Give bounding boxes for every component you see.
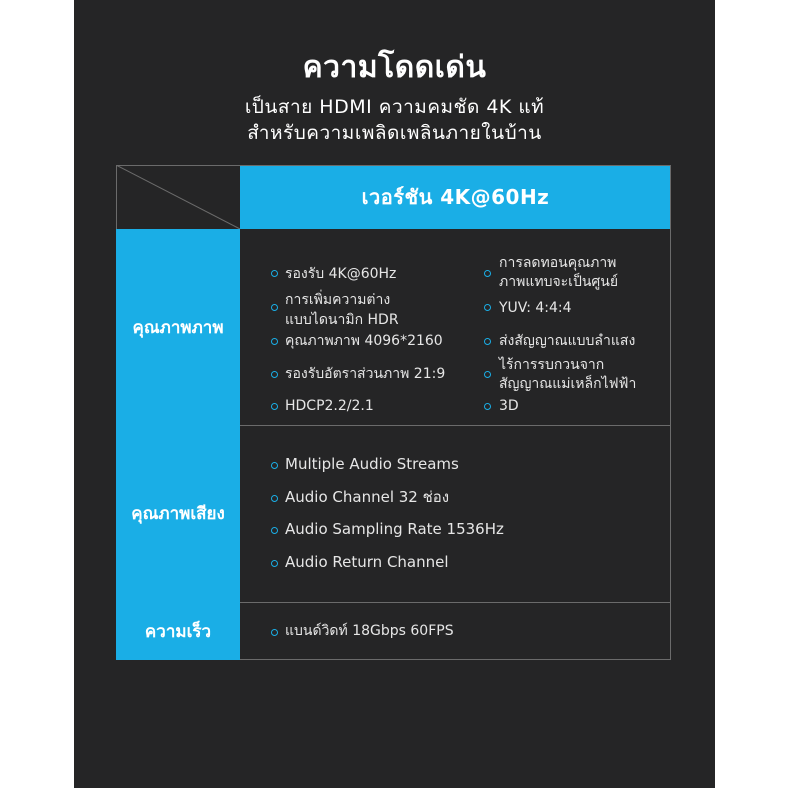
section-label-image: คุณภาพภาพ xyxy=(116,229,240,425)
bullet-icon xyxy=(271,270,278,277)
version-header: เวอร์ชัน 4K@60Hz xyxy=(240,165,671,229)
spec-table xyxy=(116,165,671,660)
bullet-icon xyxy=(271,527,278,534)
bullet-icon xyxy=(484,338,491,345)
audio-item-4: Audio Return Channel xyxy=(285,553,449,571)
audio-item-2: Audio Channel 32 ช่อง xyxy=(285,488,450,506)
section-label-speed: ความเร็ว xyxy=(116,602,240,660)
audio-item-3: Audio Sampling Rate 1536Hz xyxy=(285,520,504,538)
bullet-icon xyxy=(271,371,278,378)
bullet-icon xyxy=(484,304,491,311)
image-item-4: รองรับอัตราส่วนภาพ 21:9 xyxy=(285,366,446,382)
bullet-icon xyxy=(484,403,491,410)
audio-item-1: Multiple Audio Streams xyxy=(285,455,459,473)
bullet-icon xyxy=(271,462,278,469)
image-item-6-line-2: ภาพแทบจะเป็นศูนย์ xyxy=(499,274,619,290)
image-item-9-line-1: ไร้การรบกวนจาก xyxy=(499,357,605,373)
image-item-3: คุณภาพภาพ 4096*2160 xyxy=(285,333,443,349)
grid-line-right xyxy=(670,165,671,660)
page-title: ความโดดเด่น xyxy=(302,50,487,85)
bullet-icon xyxy=(271,495,278,502)
image-item-9-line-2: สัญญาณแม่เหล็กไฟฟ้า xyxy=(499,376,637,392)
bullet-icon xyxy=(484,270,491,277)
image-item-5: HDCP2.2/2.1 xyxy=(285,398,374,414)
corner-diagonal xyxy=(116,165,240,229)
grid-line-top xyxy=(116,165,671,166)
subtitle-line-2: สำหรับความเพลิดเพลินภายในบ้าน xyxy=(247,122,542,144)
image-item-2-line-1: การเพิ่มความต่าง xyxy=(285,292,391,308)
bullet-icon xyxy=(271,403,278,410)
bullet-icon xyxy=(271,338,278,345)
image-item-2-line-2: แบบไดนามิก HDR xyxy=(285,312,399,328)
image-item-6-line-1: การลดทอนคุณภาพ xyxy=(499,255,617,271)
image-item-8: ส่งสัญญาณแบบลำแสง xyxy=(499,333,636,349)
section-label-audio: คุณภาพเสียง xyxy=(116,425,240,602)
image-item-10: 3D xyxy=(499,398,519,414)
bullet-icon xyxy=(271,304,278,311)
speed-item-1: แบนด์วิดท์ 18Gbps 60FPS xyxy=(285,623,454,639)
subtitle-line-1: เป็นสาย HDMI ความคมชัด 4K แท้ xyxy=(244,96,545,118)
bullet-icon xyxy=(271,560,278,567)
bullet-icon xyxy=(271,629,278,636)
image-item-1: รองรับ 4K@60Hz xyxy=(285,266,397,282)
bullet-icon xyxy=(484,371,491,378)
image-item-7: YUV: 4:4:4 xyxy=(499,300,572,316)
